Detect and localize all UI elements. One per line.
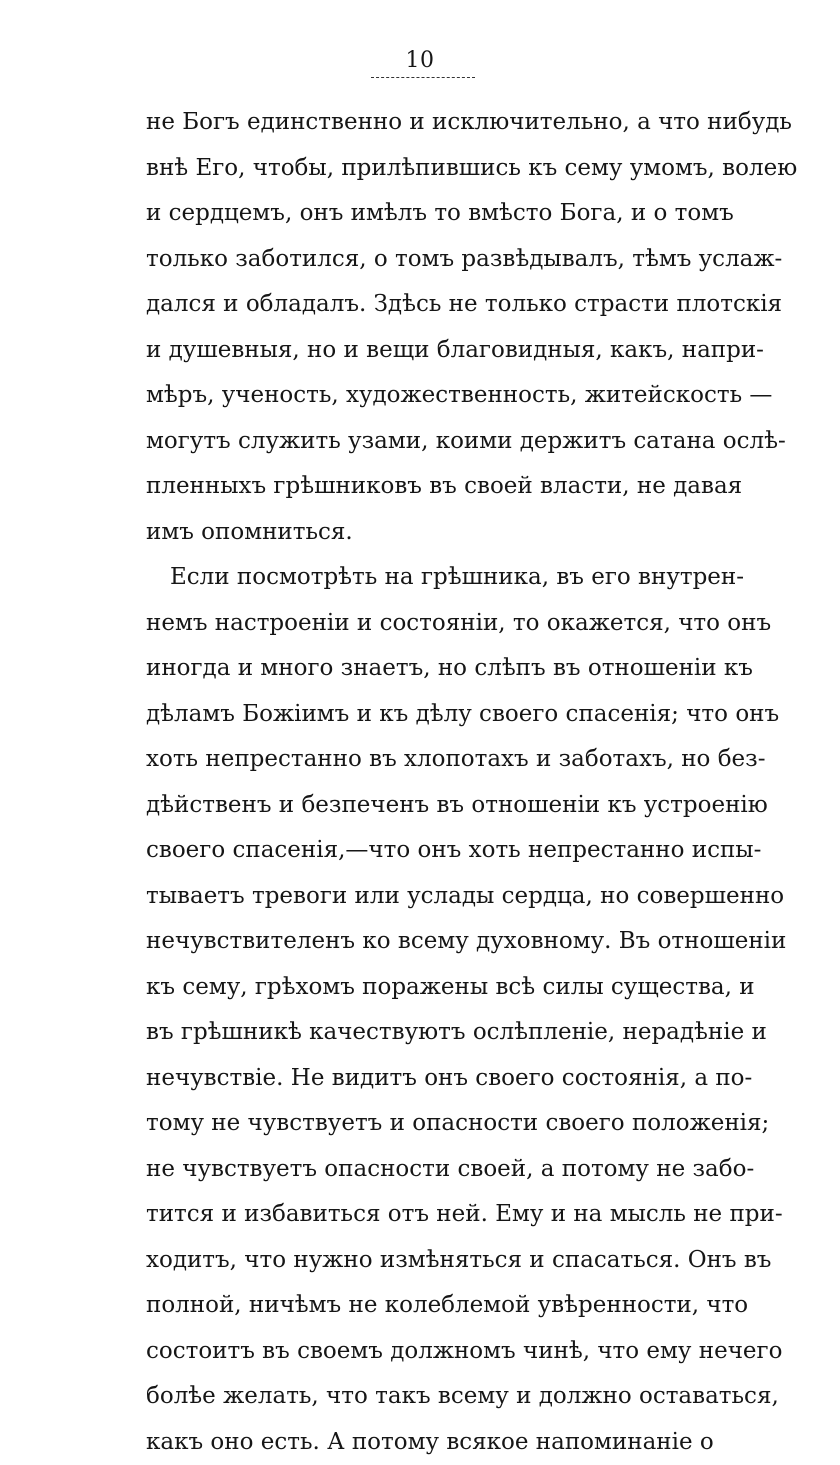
header-rule xyxy=(371,77,475,78)
text-line: немъ настроеніи и состояніи, то окажется, что онъ xyxy=(146,601,695,647)
text-line: хоть непрестанно въ хлопотахъ и заботахъ, но без- xyxy=(146,737,695,783)
text-line: могутъ служить узами, коими держитъ сатана ослѣ- xyxy=(146,419,695,465)
page-header xyxy=(0,48,840,74)
text-line: нечувствіе. Не видитъ онъ своего состоянія, а по- xyxy=(146,1056,695,1102)
text-line: дѣйственъ и безпеченъ въ отношеніи къ устроенію xyxy=(146,783,695,829)
text-line: не Богъ единственно и исключительно, а что нибудь xyxy=(146,100,695,146)
text-line: и душевныя, но и вещи благовидныя, какъ, напри- xyxy=(146,328,695,374)
text-line: нечувствителенъ ко всему духовному. Въ отношеніи xyxy=(146,919,695,965)
text-line: дѣламъ Божіимъ и къ дѣлу своего спасенія; что онъ xyxy=(146,692,695,738)
text-line: къ сему, грѣхомъ поражены всѣ силы существа, и xyxy=(146,965,695,1011)
text-line: какъ оно есть. А потому всякое напоминаніе о xyxy=(146,1420,695,1465)
text-line: имъ опомниться. xyxy=(146,510,695,556)
text-line: тится и избавиться отъ ней. Ему и на мысль не при- xyxy=(146,1192,695,1238)
text-line: ходитъ, что нужно измѣняться и спасаться. Онъ въ xyxy=(146,1238,695,1284)
body-text xyxy=(146,100,695,1465)
page-number: 10 xyxy=(406,48,435,74)
paragraph xyxy=(146,555,695,1465)
text-line: своего спасенія,—что онъ хоть непрестанно испы- xyxy=(146,828,695,874)
text-line: пленныхъ грѣшниковъ въ своей власти, не давая xyxy=(146,464,695,510)
text-line: Если посмотрѣть на грѣшника, въ его внутрен- xyxy=(146,555,695,601)
paragraph xyxy=(146,100,695,555)
text-line: болѣе желать, что такъ всему и должно оставаться, xyxy=(146,1374,695,1420)
text-line: дался и обладалъ. Здѣсь не только страсти плотскія xyxy=(146,282,695,328)
text-line: мѣръ, ученость, художественность, житейскость — xyxy=(146,373,695,419)
text-line: иногда и много знаетъ, но слѣпъ въ отношеніи къ xyxy=(146,646,695,692)
text-line: состоитъ въ своемъ должномъ чинѣ, что ему нечего xyxy=(146,1329,695,1375)
text-line: тываетъ тревоги или услады сердца, но совершенно xyxy=(146,874,695,920)
text-line: полной, ничѣмъ не колеблемой увѣренности, что xyxy=(146,1283,695,1329)
text-line: и сердцемъ, онъ имѣлъ то вмѣсто Бога, и о томъ xyxy=(146,191,695,237)
text-line: только заботился, о томъ развѣдывалъ, тѣмъ услаж- xyxy=(146,237,695,283)
text-line: въ грѣшникѣ качествуютъ ослѣпленіе, нерадѣніе и xyxy=(146,1010,695,1056)
text-line: тому не чувствуетъ и опасности своего положенія; xyxy=(146,1101,695,1147)
text-line: не чувствуетъ опасности своей, а потому не забо- xyxy=(146,1147,695,1193)
text-line: внѣ Его, чтобы, прилѣпившись къ сему умомъ, волею xyxy=(146,146,695,192)
